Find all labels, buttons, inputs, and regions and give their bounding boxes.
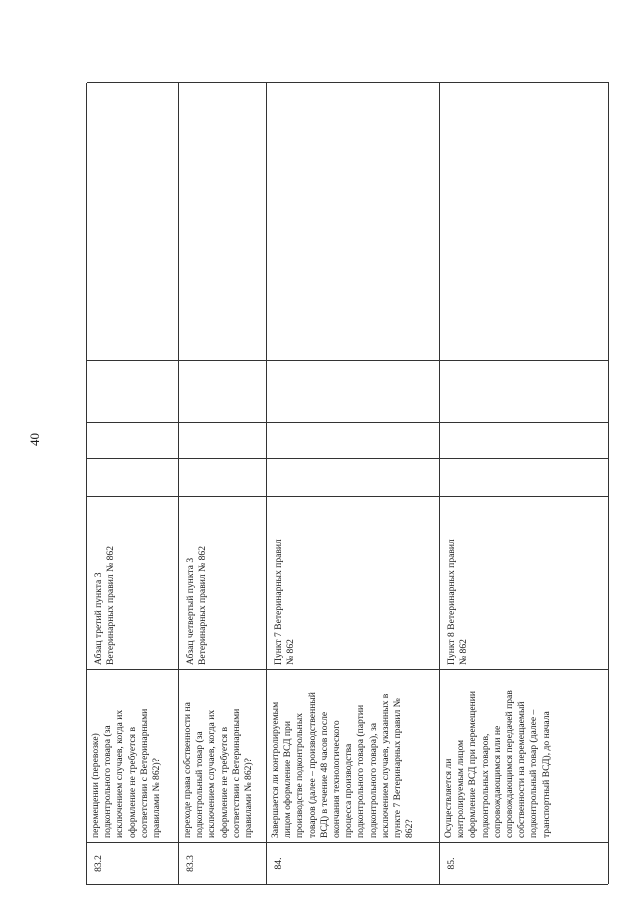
answer-yes-cell <box>267 458 440 496</box>
answer-na-cell <box>267 360 440 422</box>
answer-na-cell <box>87 360 179 422</box>
question-cell: перемещении (перевозке) подконтрольного товара (за исключением случаев, когда их оформление не требуется в соответствии с Ветеринарными правилами № 862)? <box>87 669 179 842</box>
comment-cell <box>440 82 609 360</box>
comment-cell <box>267 82 440 360</box>
row-number: 85. <box>440 842 609 884</box>
checklist-table <box>86 83 608 885</box>
question-cell: Осуществляется ли контролируемым лицом оформление ВСД при перемещении подконтрольных товаров, сопровождающимся или не сопровождающимся передачей прав собственности на перемещаемый подконтрольный товар (далее – транспортный ВСД), до начала <box>440 669 609 842</box>
answer-no-cell <box>440 422 609 458</box>
checklist-grid <box>86 83 608 885</box>
reference-cell: Пункт 8 Ветеринарных правил № 862 <box>440 496 609 669</box>
answer-no-cell <box>267 422 440 458</box>
question-cell: Завершается ли контролируемым лицом оформление ВСД при производстве подконтрольных товаров (далее – производственный ВСД) в течение 48 часов после окончания технологического процесса производства подконтрольного товара (партии подконтрольного товара), за исключением случаев, указанных в пункте 7 Ветеринарных правил № 862? <box>267 669 440 842</box>
reference-cell: Абзац четвертый пункта 3 Ветеринарных правил № 862 <box>179 496 267 669</box>
answer-no-cell <box>87 422 179 458</box>
row-number: 83.3 <box>179 842 267 884</box>
row-number: 84. <box>267 842 440 884</box>
answer-yes-cell <box>179 458 267 496</box>
answer-yes-cell <box>440 458 609 496</box>
answer-na-cell <box>179 360 267 422</box>
reference-cell: Абзац третий пункта 3 Ветеринарных правил № 862 <box>87 496 179 669</box>
reference-cell: Пункт 7 Ветеринарных правил № 862 <box>267 496 440 669</box>
answer-no-cell <box>179 422 267 458</box>
comment-cell <box>87 82 179 360</box>
page-number: 40 <box>27 433 42 446</box>
question-cell: переходе права собственности на подконтрольный товар (за исключением случаев, когда их оформление не требуется в соответствии с Ветеринарными правилами № 862)? <box>179 669 267 842</box>
answer-yes-cell <box>87 458 179 496</box>
row-number: 83.2 <box>87 842 179 884</box>
comment-cell <box>179 82 267 360</box>
answer-na-cell <box>440 360 609 422</box>
